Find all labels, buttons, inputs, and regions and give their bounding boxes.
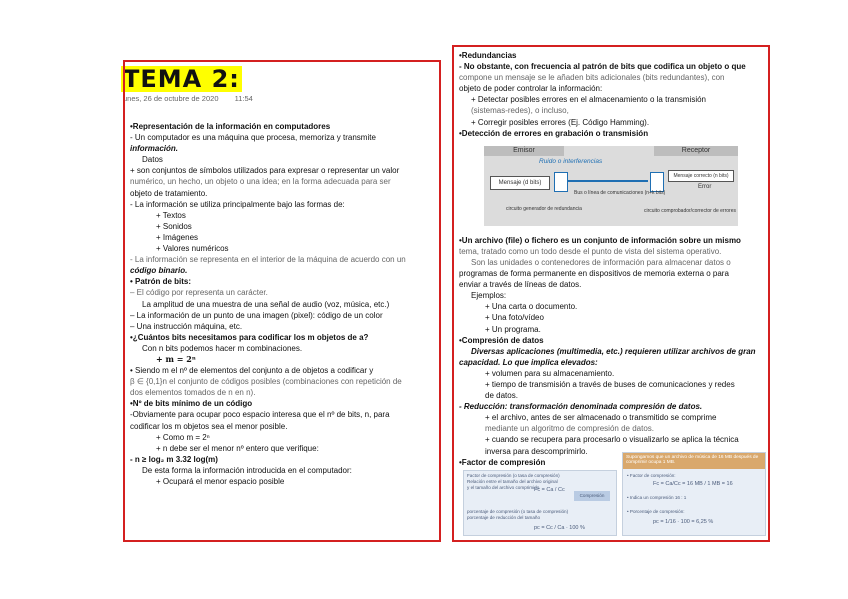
comp2-formula2: pc = 1/16 · 100 = 6,25 % <box>653 519 714 525</box>
text-line: •Un archivo (file) o fichero es un conjunto de información sobre un mismo <box>459 235 741 245</box>
text-line: -Obviamente para ocupar poco espacio interesa que el nº de bits, n, para <box>130 410 390 420</box>
right-text-top <box>459 50 756 139</box>
encoder-block <box>554 172 568 192</box>
text-line: programas de forma permanente en dispositivos de memoria externa o para <box>459 269 729 279</box>
text-line: + volumen para su almacenamiento. <box>485 368 615 378</box>
comp1-line1: Factor de compresión (o tasa de compresión) <box>467 473 560 478</box>
text-line: + el archivo, antes de ser almacenado o transmitido se comprime <box>485 413 717 423</box>
text-line: + Ocupará el menor espacio posible <box>156 477 285 486</box>
text-line: (sistemas-redes), o incluso, <box>471 106 569 116</box>
text-line: •Detección de errores en grabación o transmisión <box>459 128 649 138</box>
text-line: Diversas aplicaciones (multimedia, etc.) requieren utilizar archivos de gran <box>471 346 756 356</box>
text-line: + n debe ser el menor nº entero que verifique: <box>156 443 319 453</box>
text-line: capacidad. Lo que implica elevados: <box>459 357 598 367</box>
left-column-text <box>130 121 406 487</box>
mensaje-emisor: Mensaje (d bits) <box>490 176 550 190</box>
text-line: tema, tratado como un todo desde el punto de vista del sistema operativo. <box>459 246 722 256</box>
error-detection-diagram <box>484 146 738 226</box>
page-title: TEMA 2: <box>123 65 240 93</box>
text-line: + Sonidos <box>156 221 192 231</box>
text-line: •Compresión de datos <box>459 335 544 345</box>
text-line: •Factor de compresión <box>459 457 546 467</box>
text-line: - La información se representa en el interior de la máquina de acuerdo con un <box>130 255 406 265</box>
text-line: compone un mensaje se le añaden bits adicionales (bits redundantes), con <box>459 73 725 83</box>
decoder-block <box>650 172 664 192</box>
text-line: β ∈ {0,1}n el conjunto de códigos posibles (combinaciones con repetición de <box>130 377 402 387</box>
text-line: Son las unidades o contenedores de información para almacenar datos o <box>471 257 731 267</box>
compression-image-2 <box>622 452 766 536</box>
comp2-formula1: Fc = Ca/Cc = 16 MB / 1 MB = 16 <box>653 481 733 487</box>
text-line: - Reducción: transformación denominada compresión de datos. <box>459 402 703 412</box>
text-line: + Valores numéricos <box>156 244 229 254</box>
text-line: código binario. <box>130 266 188 276</box>
receptor-label: Receptor <box>654 146 738 156</box>
text-line: + son conjuntos de símbolos utilizados para expresar o representar un valor <box>130 166 400 176</box>
comp1-line5: porcentaje de reducción del tamaño <box>467 515 541 520</box>
comp1-box: Compresión <box>574 491 610 501</box>
text-line: mediante un algoritmo de compresión de datos. <box>485 424 654 434</box>
text-line: •Redundancias <box>459 51 517 60</box>
comp1-line2: Relación entre el tamaño del archivo original <box>467 479 558 484</box>
text-line: enviar a través de líneas de datos. <box>459 280 582 290</box>
text-line: – El código por representa un carácter. <box>130 288 268 298</box>
text-line: información. <box>130 144 179 154</box>
comp1-line3: y el tamaño del archivo comprimido <box>467 485 540 490</box>
text-line: + cuando se recupera para procesarlo o visualizarlo se aplica la técnica <box>485 435 739 445</box>
text-line: objeto de poder controlar la información: <box>459 84 603 94</box>
comp1-formula: Fc = Ca / Cc <box>534 487 565 493</box>
text-line: + Una carta o documento. <box>485 302 578 312</box>
text-line: + Un programa. <box>485 324 541 334</box>
comp2-header: Supongamos que un archivo de música de 16 MB después de comprimir ocupa 1 MB. <box>626 455 759 465</box>
comp1-formula2: pc = Cc / Ca · 100 % <box>534 525 585 531</box>
text-line: inversa para descomprimirlo. <box>485 446 588 456</box>
text-line: - La información se utiliza principalmente bajo las formas de: <box>130 199 345 209</box>
text-line: Ejemplos: <box>471 291 507 301</box>
text-line: + Imágenes <box>156 232 199 242</box>
text-line: dos elementos tomados de n en n). <box>130 388 256 398</box>
text-line: Datos <box>142 155 163 165</box>
comp2-line1: • Factor de compresión: <box>627 473 676 478</box>
text-line: codificar los m objetos sea el menor posible. <box>130 421 288 431</box>
text-line: •Representación de la información en computadores <box>130 122 331 131</box>
text-line: + m = 2ⁿ <box>156 353 196 364</box>
text-line: •¿Cuántos bits necesitamos para codificar los m objetos de a? <box>130 332 369 342</box>
time-text: 11:54 <box>234 94 253 103</box>
text-line: + Textos <box>156 210 186 220</box>
text-line: objeto de tratamiento. <box>130 188 208 198</box>
right-column-text <box>459 50 756 468</box>
ruido-label: Ruido o interferencias <box>539 158 603 165</box>
text-line: de datos. <box>485 391 518 401</box>
comp1-line4: porcentaje de compresión (o tasa de compresión) <box>467 509 569 514</box>
text-line: - No obstante, con frecuencia al patrón de bits que codifica un objeto o que <box>459 62 746 72</box>
comp2-line2: • Indica un compresión 16 : 1 <box>627 495 687 500</box>
compression-image-1 <box>463 470 617 536</box>
text-line: + Como m = 2ⁿ <box>156 432 210 442</box>
text-line: • Patrón de bits: <box>130 277 192 287</box>
text-line: - Un computador es una máquina que procesa, memoriza y transmite <box>130 133 376 143</box>
comp2-line3: • Porcentaje de compresión: <box>627 509 685 514</box>
error-label: Error <box>698 184 712 190</box>
right-text-bottom <box>459 235 756 468</box>
text-line: + tiempo de transmisión a través de buses de comunicaciones y redes <box>485 379 735 389</box>
bus-label: Bus o línea de comunicaciones (n+k bits) <box>574 190 666 196</box>
checker-label: circuito comprobador/corrector de errores <box>644 208 736 214</box>
text-line: La amplitud de una muestra de una señal de audio (voz, música, etc.) <box>142 299 390 309</box>
text-line: + Una foto/vídeo <box>485 313 544 323</box>
mensaje-receptor: Mensaje correcto (n bits) <box>668 170 734 182</box>
text-line: - n ≥ log₂ m 3.32 log(m) <box>130 454 218 464</box>
text-line: •Nº de bits mínimo de un código <box>130 399 253 409</box>
text-line: + Detectar posibles errores en el almacenamiento o la transmisión <box>471 95 707 105</box>
text-line: – La información de un punto de una imagen (pixel): código de un color <box>130 310 383 320</box>
generator-label: circuito generador de redundancia <box>506 206 582 212</box>
emisor-label: Emisor <box>484 146 564 156</box>
text-line: numérico, un hecho, un objeto o una idea; en la forma adecuada para ser <box>130 177 391 187</box>
text-line: Con n bits podemos hacer m combinaciones. <box>142 343 303 353</box>
text-line: – Una instrucción máquina, etc. <box>130 321 243 331</box>
text-line: • Siendo m el nº de elementos del conjunto a de objetos a codificar y <box>130 366 374 376</box>
transmission-line <box>568 180 648 182</box>
text-line: De esta forma la información introducida en el computador: <box>142 465 352 475</box>
text-line: + Corregir posibles errores (Ej. Código Hamming). <box>471 117 650 127</box>
date-text: unes, 26 de octubre de 2020 <box>123 94 219 103</box>
